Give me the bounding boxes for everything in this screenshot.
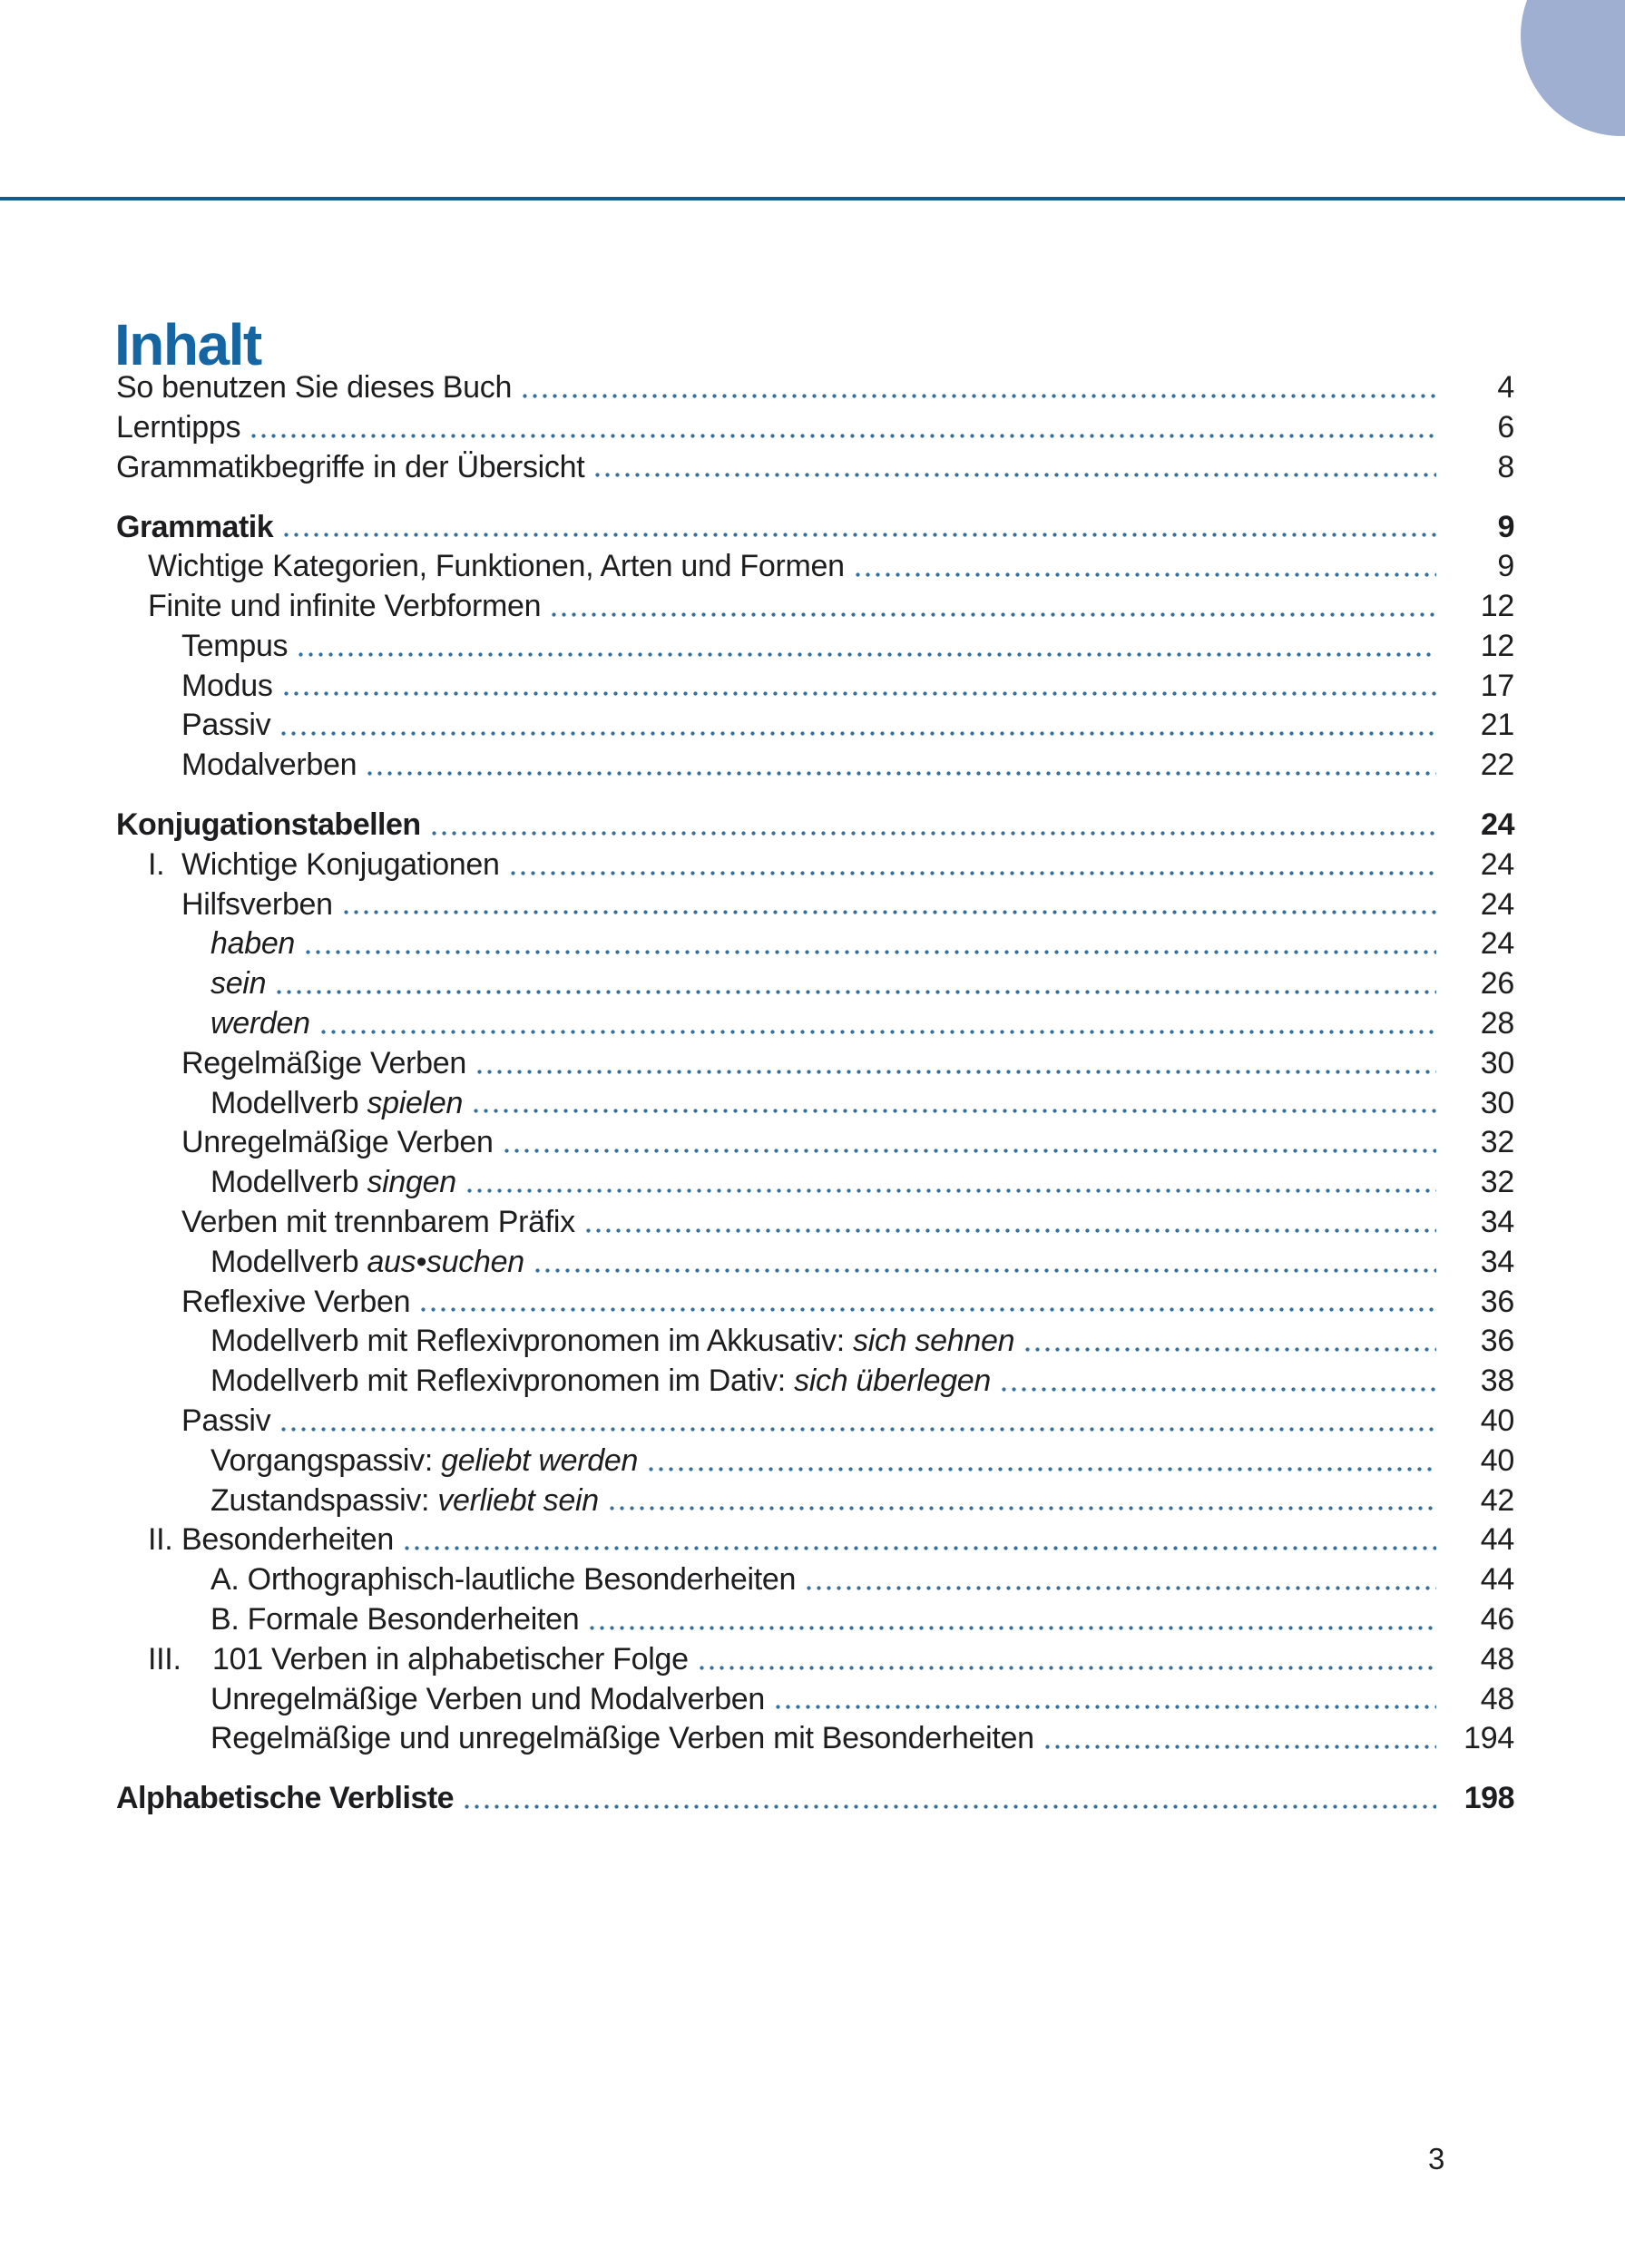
toc-page-number: 24 [1480, 846, 1514, 882]
toc-entry-label: Wichtige Kategorien, Funktionen, Arten und Formen [148, 549, 845, 584]
toc-page-number: 30 [1480, 1085, 1514, 1120]
toc-page-number: 198 [1463, 1781, 1514, 1816]
toc-entry-label: Hilfsverben [181, 886, 333, 922]
toc-page-number: 34 [1480, 1244, 1514, 1279]
dot-leader [321, 1030, 1436, 1035]
dot-leader [649, 1467, 1436, 1472]
toc-page-number: 44 [1480, 1522, 1514, 1558]
dot-leader [535, 1268, 1436, 1274]
dot-leader [586, 1228, 1436, 1234]
toc-row [116, 1080, 1514, 1120]
dot-leader [284, 533, 1436, 538]
toc-page-number: 22 [1480, 748, 1514, 783]
toc-entry-label: Alphabetische Verbliste [116, 1781, 455, 1816]
toc-page-number: 6 [1497, 409, 1514, 445]
toc-entry-label: Modus [181, 668, 273, 703]
toc-page-number: 36 [1480, 1284, 1514, 1319]
toc-page-number: 17 [1480, 668, 1514, 703]
toc-entry-label: I. Wichtige Konjugationen [148, 846, 500, 882]
dot-leader [367, 771, 1436, 777]
toc-entry-label: II. Besonderheiten [148, 1522, 394, 1558]
toc-entry-label: B. Formale Besonderheiten [210, 1602, 580, 1637]
toc-page-number: 44 [1480, 1562, 1514, 1598]
toc-row [116, 1358, 1514, 1398]
dot-leader [477, 1070, 1436, 1075]
toc-roman-numeral: I. [148, 846, 165, 882]
dot-leader [1025, 1347, 1436, 1353]
toc-entry-label: Grammatikbegriffe in der Übersicht [116, 449, 585, 484]
toc-page-number: 42 [1480, 1482, 1514, 1518]
toc-entry-label: Verben mit trennbarem Präfix [181, 1205, 575, 1240]
dot-leader [405, 1546, 1436, 1551]
toc-page-number: 194 [1463, 1721, 1514, 1756]
toc-entry-label: Regelmäßige und unregelmäßige Verben mit Besonderheiten [210, 1721, 1034, 1756]
toc-row [116, 1716, 1514, 1755]
toc-page-number: 36 [1480, 1324, 1514, 1359]
toc-entry-label: Passiv [181, 708, 271, 743]
toc-page-number: 38 [1480, 1364, 1514, 1399]
dot-leader [610, 1506, 1436, 1511]
toc-entry-label: Grammatik [116, 509, 274, 544]
toc-row [116, 1041, 1514, 1080]
toc-row [116, 1478, 1514, 1518]
toc-row [116, 1199, 1514, 1239]
toc-entry-label: werden [210, 1006, 310, 1041]
toc-row [116, 503, 1514, 543]
dot-leader [511, 871, 1436, 876]
toc-entry-label: Modalverben [181, 748, 357, 783]
toc-row [116, 1438, 1514, 1478]
toc-row [116, 921, 1514, 961]
toc-roman-numeral: III. [148, 1641, 181, 1677]
corner-circle [1521, 0, 1625, 136]
toc-row [116, 742, 1514, 782]
toc-row [116, 1159, 1514, 1199]
toc-entry-label: Modellverb mit Reflexivpronomen im Akkusativ: sich sehnen [210, 1324, 1015, 1359]
toc-entry-label: Modellverb aus•suchen [210, 1244, 524, 1279]
toc-row [116, 802, 1514, 842]
toc-row [116, 1279, 1514, 1319]
toc-page-number: 4 [1497, 370, 1514, 406]
toc-page-number: 32 [1480, 1165, 1514, 1200]
toc-row [116, 1318, 1514, 1358]
dot-leader [281, 1427, 1436, 1432]
toc-entry-label: A. Orthographisch-lautliche Besonderheiten [210, 1562, 797, 1598]
toc-entry-label: Modellverb singen [210, 1165, 456, 1200]
toc-page-number: 8 [1497, 449, 1514, 484]
toc-entry-label: Reflexive Verben [181, 1284, 411, 1319]
toc-row [116, 405, 1514, 445]
page-title: Inhalt [114, 311, 261, 377]
toc-entry-label: Zustandspassiv: verliebt sein [210, 1482, 599, 1518]
toc-page-number: 9 [1497, 509, 1514, 544]
toc-row [116, 623, 1514, 663]
toc-row [116, 961, 1514, 1001]
dot-leader [344, 910, 1436, 915]
toc-row [116, 1557, 1514, 1597]
toc-row [116, 663, 1514, 703]
toc-page-number: 24 [1480, 926, 1514, 962]
toc-row [116, 1775, 1514, 1815]
dot-leader [856, 572, 1436, 578]
dot-leader [251, 434, 1436, 439]
dot-leader [306, 950, 1436, 955]
toc-row [116, 842, 1514, 882]
toc-row [116, 1597, 1514, 1637]
toc-entry-label: Tempus [181, 628, 289, 663]
toc-list [116, 365, 1514, 1815]
toc-row [116, 1001, 1514, 1041]
dot-leader [504, 1149, 1436, 1154]
toc-row [116, 1119, 1514, 1159]
toc-row [116, 702, 1514, 742]
dot-leader [595, 473, 1436, 478]
toc-entry-label: Passiv [181, 1403, 271, 1439]
toc-page-number: 48 [1480, 1681, 1514, 1716]
dot-leader [281, 731, 1436, 737]
toc-page-number: 24 [1480, 886, 1514, 922]
toc-entry-label: So benutzen Sie dieses Buch [116, 370, 513, 406]
toc-page-number: 21 [1480, 708, 1514, 743]
toc-entry-label: Regelmäßige Verben [181, 1045, 467, 1080]
header-rule [0, 197, 1625, 200]
toc-entry-label: Modellverb spielen [210, 1085, 464, 1120]
toc-page-number: 24 [1481, 807, 1514, 843]
toc-page-number: 28 [1480, 1006, 1514, 1041]
toc-page-number: 9 [1497, 549, 1514, 584]
toc-page-number: 26 [1480, 966, 1514, 1002]
dot-leader [299, 652, 1436, 658]
toc-page-number: 30 [1480, 1045, 1514, 1080]
dot-leader [700, 1666, 1436, 1671]
dot-leader [776, 1705, 1436, 1710]
toc-page-number: 40 [1480, 1403, 1514, 1439]
toc-row [116, 445, 1514, 484]
dot-leader [277, 990, 1436, 995]
dot-leader [467, 1188, 1436, 1194]
dot-leader [421, 1307, 1436, 1313]
toc-entry-label: Finite und infinite Verbformen [148, 589, 542, 624]
dot-leader [1002, 1387, 1436, 1393]
toc-row [116, 1677, 1514, 1716]
dot-leader [1045, 1745, 1436, 1750]
toc-page-number: 32 [1480, 1125, 1514, 1160]
toc-page-number: 12 [1480, 589, 1514, 624]
toc-entry-label: sein [210, 966, 267, 1002]
toc-entry-label: Lerntipps [116, 409, 241, 445]
toc-entry-label: Vorgangspassiv: geliebt werden [210, 1442, 639, 1478]
dot-leader [432, 831, 1436, 836]
toc-entry-label: Modellverb mit Reflexivpronomen im Dativ: sich überlegen [210, 1364, 992, 1399]
toc-entry-label: haben [210, 926, 296, 962]
dot-leader [465, 1804, 1436, 1810]
toc-row [116, 1637, 1514, 1677]
toc-row [116, 543, 1514, 583]
dot-leader [474, 1109, 1436, 1114]
toc-page-number: 46 [1480, 1602, 1514, 1637]
toc-page-number: 40 [1480, 1442, 1514, 1478]
toc-row [116, 1239, 1514, 1279]
toc-row [116, 1517, 1514, 1557]
dot-leader [552, 612, 1436, 618]
toc-roman-numeral: II. [148, 1522, 173, 1558]
toc-page-number: 12 [1480, 628, 1514, 663]
toc-row [116, 583, 1514, 623]
toc-row [116, 365, 1514, 405]
toc-entry-label: Unregelmäßige Verben und Modalverben [210, 1681, 766, 1716]
toc-page-number: 48 [1480, 1641, 1514, 1677]
page-number: 3 [1427, 2142, 1444, 2175]
dot-leader [590, 1626, 1436, 1631]
toc-row [116, 1398, 1514, 1438]
toc-row [116, 882, 1514, 922]
dot-leader [523, 394, 1436, 399]
toc-page-number: 34 [1480, 1205, 1514, 1240]
dot-leader [807, 1586, 1436, 1591]
toc-entry-label: Unregelmäßige Verben [181, 1125, 494, 1160]
dot-leader [284, 691, 1436, 697]
toc-entry-label: Konjugationstabellen [116, 807, 421, 843]
toc-entry-label: III. 101 Verben in alphabetischer Folge [148, 1641, 689, 1677]
